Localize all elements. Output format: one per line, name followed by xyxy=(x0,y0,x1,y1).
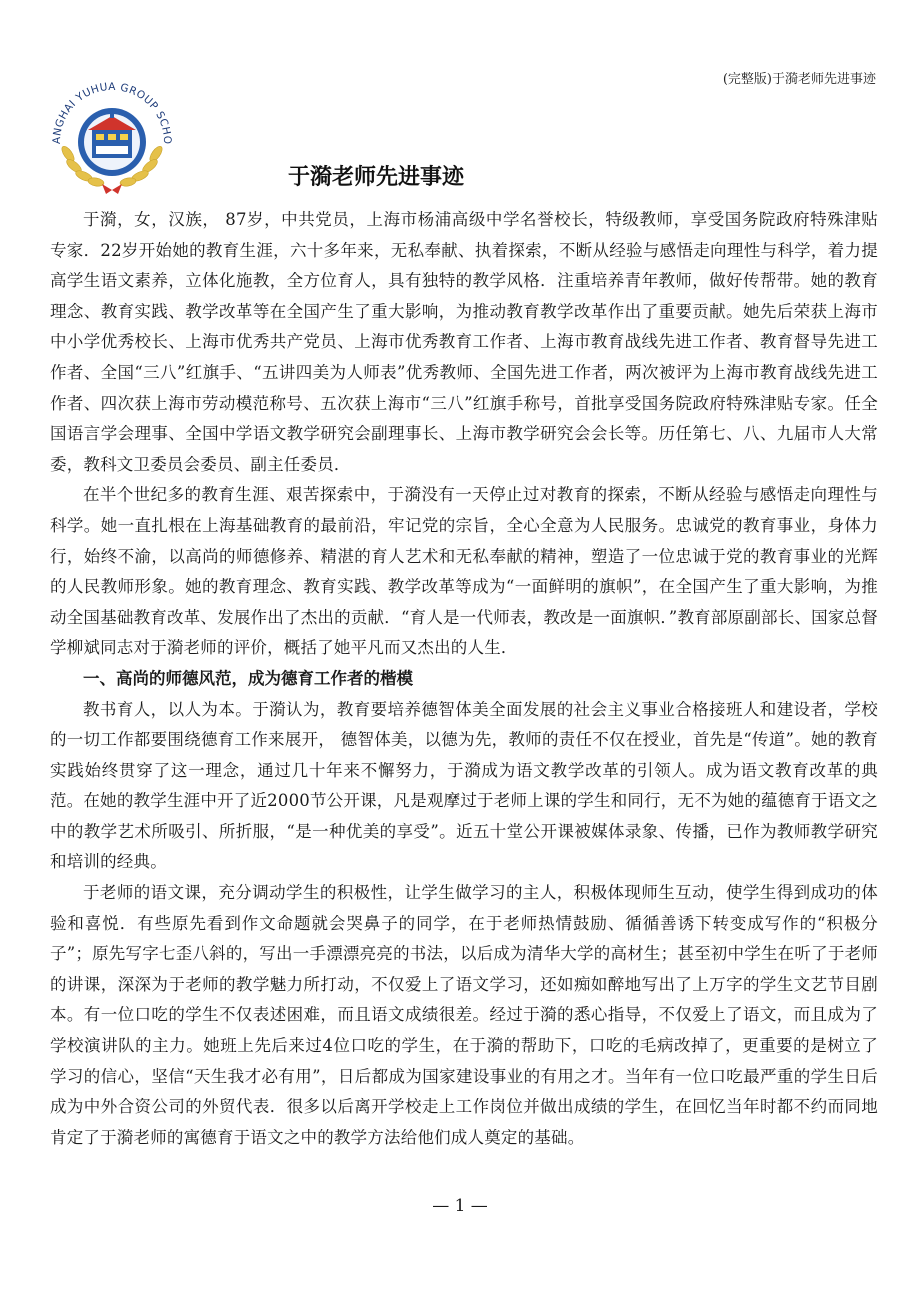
page-title: 于漪老师先进事迹 xyxy=(287,165,464,190)
header-note: (完整版)于漪老师先进事迹 xyxy=(722,72,876,87)
document-body xyxy=(50,205,878,1153)
section-heading-1: 一、高尚的师德风范，成为德育工作者的楷模 xyxy=(83,668,413,688)
logo-ring-text: ANGHAI YUHUA GROUP SCHO xyxy=(50,80,174,145)
paragraph-1: 于漪，女，汉族， 87岁，中共党员，上海市杨浦高级中学名誉校长，特级教师，享受国务院政府特殊津贴专家．22岁开始她的教育生涯，六十多年来，无私奉献、执着探索，不断从经验与感悟走向理性与科学，着力提高学生语文素养，立体化施教，全方位育人，具有独特的教学风格．注重培养青年教师，做好传帮带。她的教育理念、教育实践、教学改革等在全国产生了重大影响，为推动教育教学改革作出了重要贡献。她先后荣获上海市中小学优秀校长、上海市优秀共产党员、上海市优秀教育工作者、上海市教育战线先进工作者、教育督导先进工作者、全国“三八”红旗手、“五讲四美为人师表”优秀教师、全国先进工作者，两次被评为上海市教育战线先进工作者、四次获上海市劳动模范称号、五次获上海市“三八”红旗手称号，首批享受国务院政府特殊津贴专家。任全国语言学会理事、全国中学语文教学研究会副理事长、上海市教学研究会会长等。历任第七、八、九届市人大常委，教科文卫委员会委员、副主任委员． xyxy=(50,210,878,474)
paragraph-3: 教书育人，以人为本。于漪认为，教育要培养德智体美全面发展的社会主义事业合格接班人和建设者，学校的一切工作都要围绕德育工作来展开， 德智体美，以德为先，教师的责任不仅在授业，首先是“传道”。她的教育实践始终贯穿了这一理念，通过几十年来不懈努力，于漪成为语文教学改革的引领人。成为语文教育改革的典范。在她的教学生涯中开了近2000节公开课，凡是观摩过于老师上课的学生和同行，无不为她的蕴德育于语文之中的教学艺术所吸引、所折服，“是一种优美的享受”。近五十堂公开课被媒体录象、传播，已作为教师教学研究和培训的经典。 xyxy=(50,699,878,872)
paragraph-2: 在半个世纪多的教育生涯、艰苦探索中，于漪没有一天停止过对教育的探索，不断从经验与感悟走向理性与科学。她一直扎根在上海基础教育的最前沿，牢记党的宗旨，全心全意为人民服务。忠诚党的教育事业，身体力行，始终不渝，以高尚的师德修养、精湛的育人艺术和无私奉献的精神，塑造了一位忠诚于党的教育事业的光辉的人民教师形象。她的教育理念、教育实践、教学改革等成为“一面鲜明的旗帜”，在全国产生了重大影响，为推动全国基础教育改革、发展作出了杰出的贡献．“育人是一代师表，教改是一面旗帜．”教育部原副部长、国家总督学柳斌同志对于漪老师的评价，概括了她平凡而又杰出的人生． xyxy=(50,485,878,658)
paragraph-4: 于老师的语文课，充分调动学生的积极性，让学生做学习的主人，积极体现师生互动，使学生得到成功的体验和喜悦．有些原先看到作文命题就会哭鼻子的同学，在于老师热情鼓励、循循善诱下转变成写作的“积极分子”；原先写字七歪八斜的，写出一手漂漂亮亮的书法，以后成为清华大学的高材生；甚至初中学生在听了于老师的讲课，深深为于老师的教学魅力所打动，不仅爱上了语文学习，还如痴如醉地写出了上万字的学生文艺节目剧本。有一位口吃的学生不仅表述困难，而且语文成绩很差。经过于漪的悉心指导，不仅爱上了语文，而且成为了学校演讲队的主力。她班上先后来过4位口吃的学生，在于漪的帮助下，口吃的毛病改掉了，更重要的是树立了学习的信心，坚信“天生我才必有用”，日后都成为国家建设事业的有用之才。当年有一位口吃最严重的学生日后成为中外合资公司的外贸代表．很多以后离开学校走上工作岗位并做出成绩的学生，在回忆当年时都不约而同地肯定了于漪老师的寓德育于语文之中的教学方法给他们成人奠定的基础。 xyxy=(50,883,878,1147)
page-number: — 1 — xyxy=(432,1196,488,1216)
